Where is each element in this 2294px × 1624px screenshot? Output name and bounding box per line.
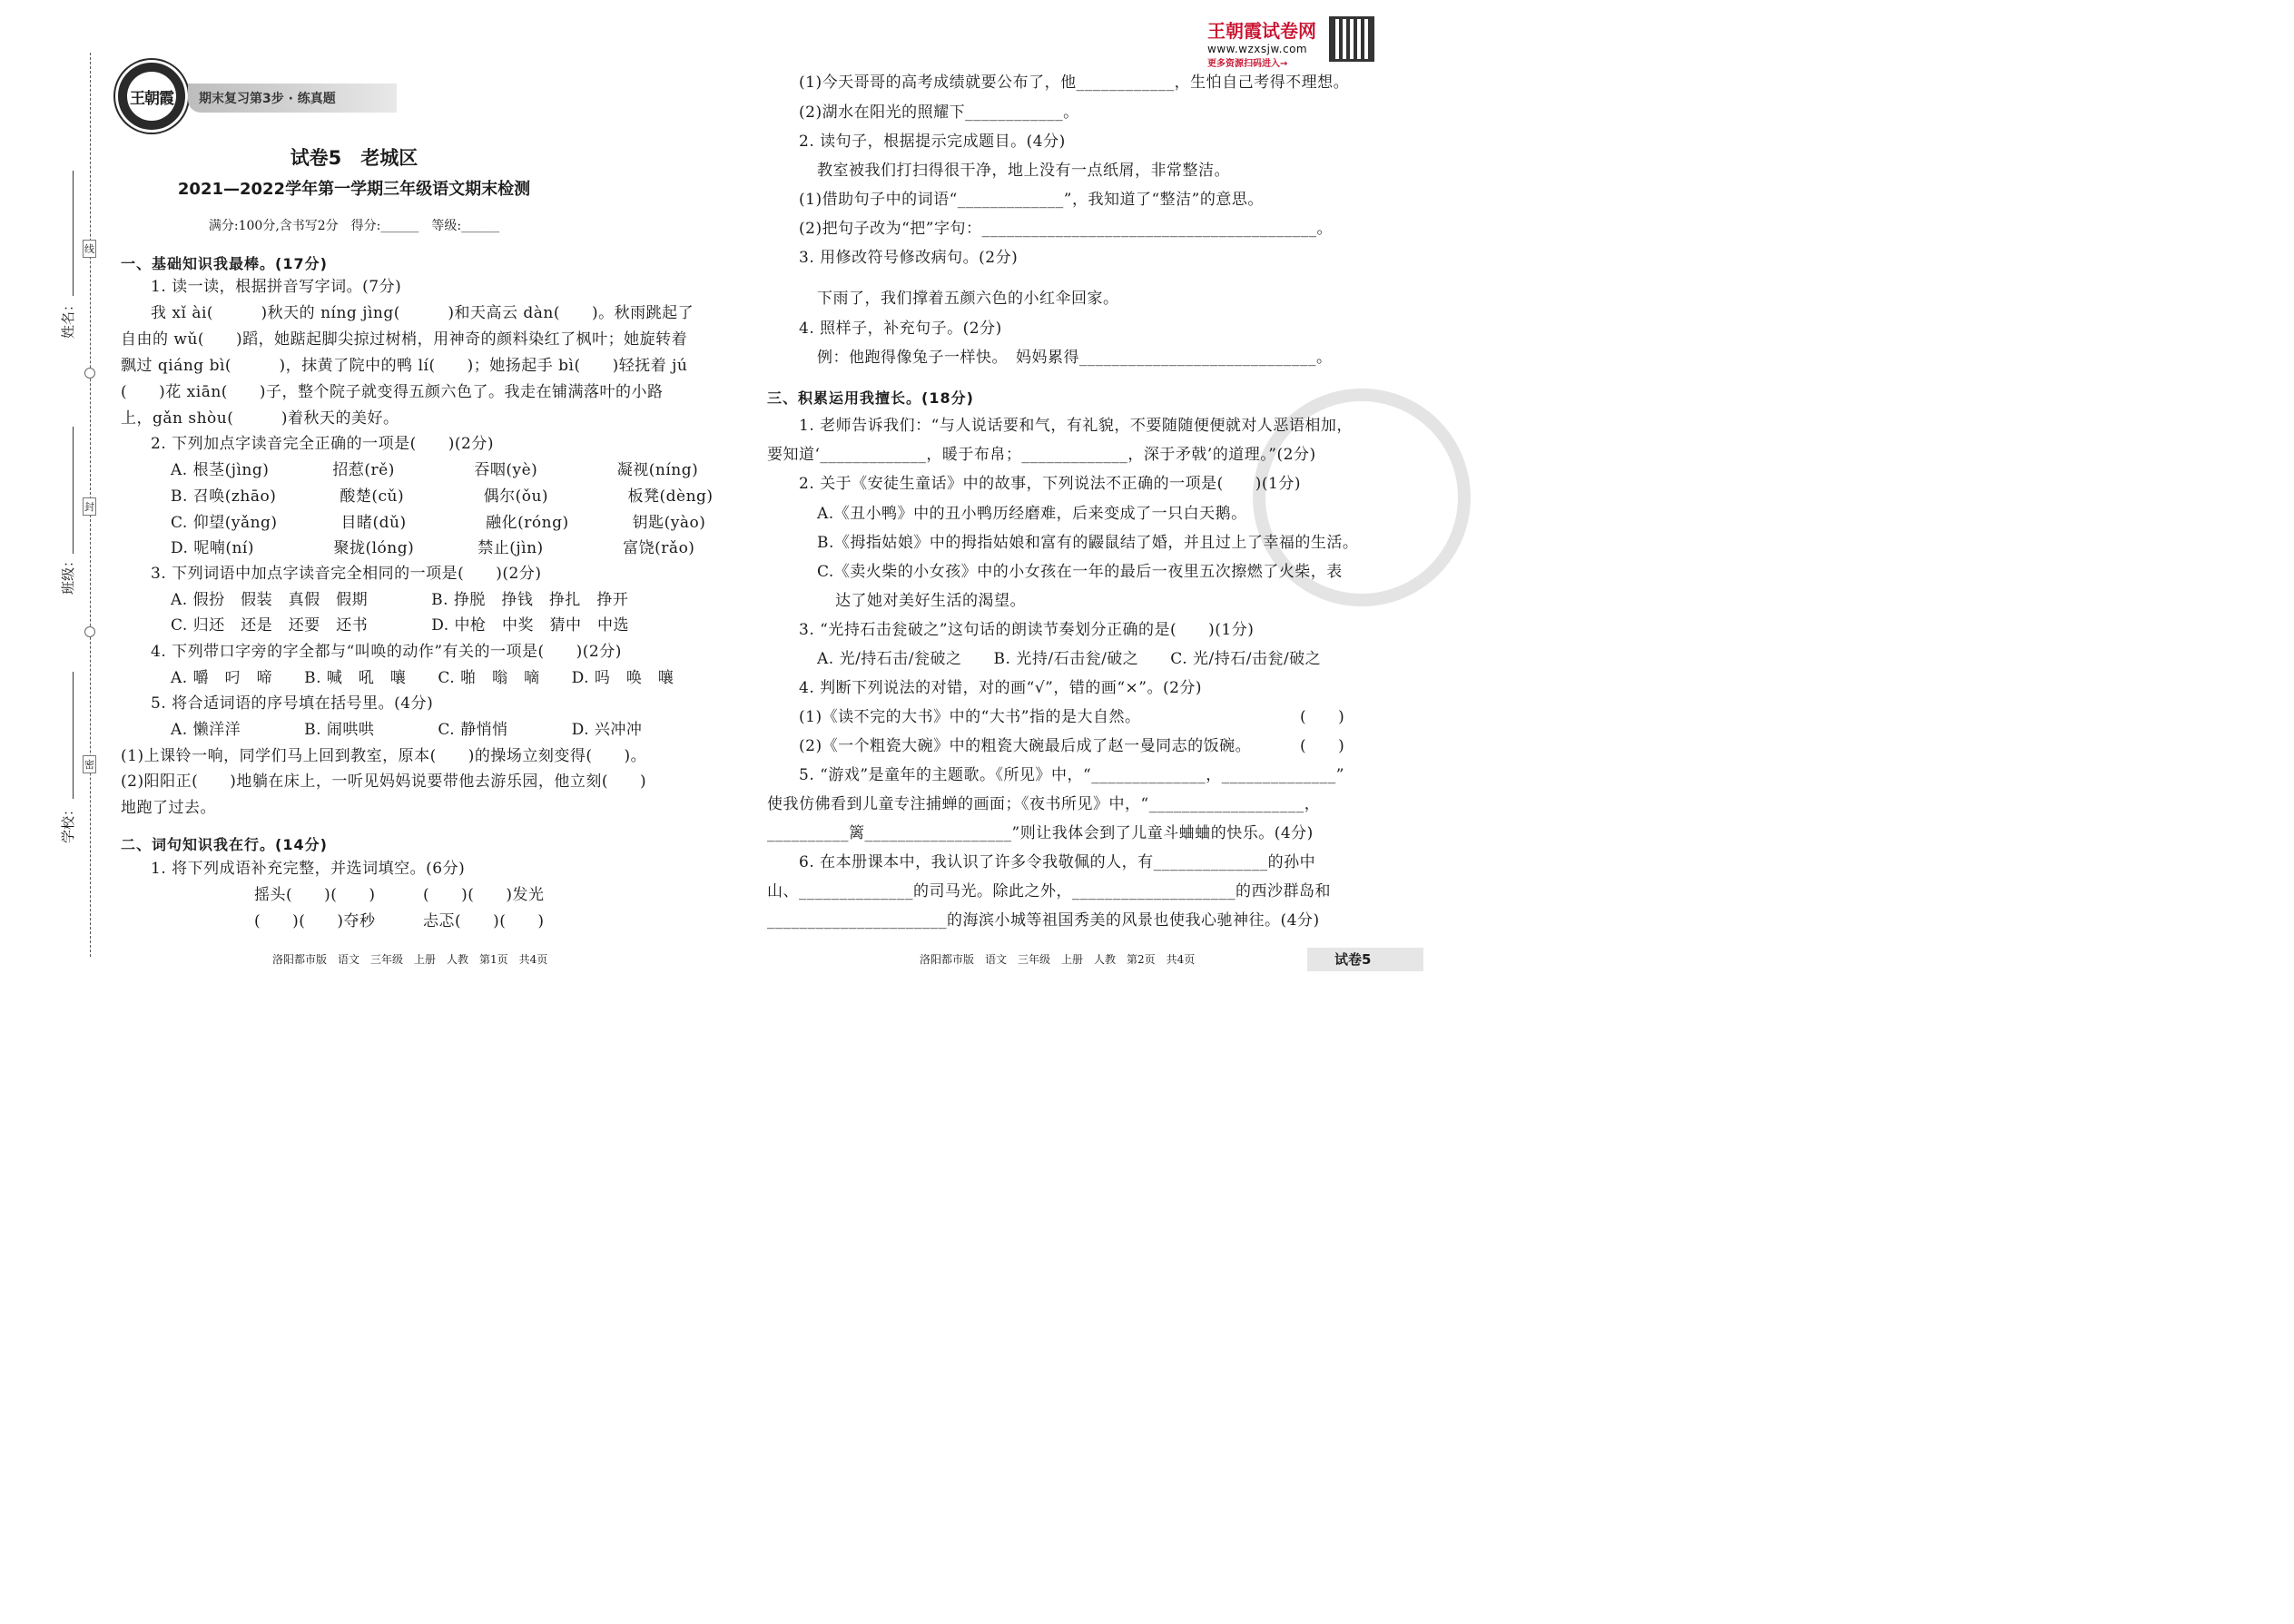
question-line: (1)上课铃一响，同学们马上回到教室，原本( )的操场立刻变得( )。 [121, 747, 647, 765]
question-line: (2)把句子改为“把”字句：_________________________________________。 [799, 220, 1333, 238]
brand-block [1207, 16, 1316, 69]
school-underline [73, 672, 74, 799]
question-line: 我 xǐ ài( )秋天的 níng jìng( )和天高云 dàn( )。秋雨跳起了 [151, 304, 694, 322]
footer-left: 洛阳都市版 语文 三年级 上册 人教 第1页 共4页 [272, 953, 548, 966]
question-line: 3. 用修改符号修改病句。(2分) [799, 249, 1019, 267]
question-line: __________篱__________________”则让我体会到了儿童斗蛐蛐的快乐。(4分) [767, 824, 1314, 842]
brand-url[interactable]: www.wzxsjw.com [1207, 43, 1308, 55]
question-line: 自由的 wǔ( )蹈，她踮起脚尖掠过树梢，用神奇的颜料染红了枫叶；她旋转着 [121, 330, 688, 349]
question-line: 6. 在本册课本中，我认识了许多令我敬佩的人，有______________的孙中 [799, 853, 1316, 871]
question-line: 3. 下列词语中加点字读音完全相同的一项是( )(2分) [151, 565, 542, 583]
question-line: C. 仰望(yǎng) 目睹(dǔ) 融化(róng) 钥匙(yào) [171, 514, 706, 532]
question-line: B. 召唤(zhāo) 酸楚(cǔ) 偶尔(ǒu) 板凳(dèng) [171, 487, 714, 506]
question-line: 2. 读句子，根据提示完成题目。(4分) [799, 133, 1066, 151]
question-line: 下雨了，我们撑着五颜六色的小红伞回家。 [817, 290, 1119, 308]
class-label: 班级： [60, 553, 77, 595]
score-line: 满分:100分,含书写2分 得分:______ 等级:______ [208, 219, 500, 233]
question-line: (2)阳阳正( )地躺在床上，一听见妈妈说要带他去游乐园，他立刻( ) [121, 773, 647, 791]
question-line: ( )( )夺秒 忐忑( )( ) [254, 912, 545, 930]
question-line: A. 光/持石击/瓮破之 B. 光持/石击瓮/破之 C. 光/持石/击瓮/破之 [817, 650, 1322, 668]
question-line: A. 懒洋洋 B. 闹哄哄 C. 静悄悄 D. 兴冲冲 [171, 721, 643, 739]
question-line: 2. 关于《安徒生童话》中的故事，下列说法不正确的一项是( )(1分) [799, 475, 1301, 493]
question-line: 例：他跑得像兔子一样快。 妈妈累得_____________________________。 [817, 349, 1333, 367]
question-line: 达了她对美好生活的渴望。 [835, 592, 1026, 610]
question-line: 教室被我们打扫得很干净，地上没有一点纸屑，非常整洁。 [817, 162, 1230, 180]
question-line: 要知道‘_____________，暖于布帛；_____________，深于矛戟’的道理。”(2分) [767, 446, 1316, 464]
question-line: 1. 将下列成语补充完整，并选词填空。(6分) [151, 860, 466, 878]
question-line: A. 嚼 叼 啼 B. 喊 吼 嚷 C. 啪 嗡 嘀 D. 吗 唤 嚷 [171, 669, 674, 687]
question-line: 5. “游戏”是童年的主题歌。《所见》中，“______________，______________” [799, 766, 1344, 784]
logo-text: 王朝霞 [127, 72, 176, 121]
question-line: ( )花 xiān( )子，整个院子就变得五颜六色了。我走在铺满落叶的小路 [121, 383, 664, 401]
question-line: 3. “光持石击瓮破之”这句话的朗读节奏划分正确的是( )(1分) [799, 621, 1255, 639]
question-line: 上，gǎn shòu( )着秋天的美好。 [121, 409, 399, 428]
question-line: 飘过 qiáng bì( )，抹黄了院中的鸭 lí( )；她扬起手 bì( )轻抚着 jú [121, 357, 688, 375]
brand-name: 王朝霞试卷网 [1207, 20, 1316, 42]
question-line: (2)湖水在阳光的照耀下____________。 [799, 103, 1079, 122]
question-line: 山、______________的司马光。除此之外，____________________的西沙群岛和 [767, 882, 1331, 901]
seal-dot [84, 368, 95, 379]
question-line: D. 呢喃(ní) 聚拢(lóng) 禁止(jìn) 富饶(rǎo) [171, 539, 695, 557]
question-line: (1)《读不完的大书》中的“大书”指的是大自然。 [799, 708, 1141, 726]
question-line: 4. 判断下列说法的对错，对的画“√”，错的画“×”。(2分) [799, 679, 1203, 697]
question-line: 使我仿佛看到儿童专注捕蝉的画面；《夜书所见》中，“___________________， [767, 795, 1321, 813]
question-line: (1)借助句子中的词语“_____________”，我知道了“整洁”的意思。 [799, 191, 1264, 209]
question-line: 4. 照样子，补充句子。(2分) [799, 320, 1002, 338]
qr-code-icon[interactable] [1329, 16, 1374, 62]
footer-right: 洛阳都市版 语文 三年级 上册 人教 第2页 共4页 [920, 953, 1196, 966]
question-line: C. 归还 还是 还要 还书 D. 中枪 中奖 猜中 中选 [171, 616, 630, 635]
section-heading: 三、积累运用我擅长。(18分) [767, 389, 974, 407]
question-line: 1. 读一读，根据拼音写字词。(7分) [151, 278, 402, 296]
section-heading: 二、词句知识我在行。(14分) [121, 836, 328, 853]
question-line: 2. 下列加点字读音完全正确的一项是( )(2分) [151, 435, 494, 453]
seal-mark-secret: 密 [83, 755, 96, 773]
question-line: C.《卖火柴的小女孩》中的小女孩在一年的最后一夜里五次擦燃了火柴，表 [817, 563, 1343, 581]
question-line: (1)今天哥哥的高考成绩就要公布了，他____________，生怕自己考得不理想。 [799, 74, 1350, 92]
brand-logo [115, 60, 188, 133]
section-heading: 一、基础知识我最棒。(17分) [121, 255, 328, 272]
review-step-banner: 期末复习第3步 · 练真题 [188, 84, 397, 113]
exam-title: 2021—2022学年第一学期三年级语文期末检测 [177, 180, 531, 199]
seal-mark-line: 线 [83, 240, 96, 258]
paper-badge-label: 试卷5 [1334, 951, 1372, 968]
question-line: B.《拇指姑娘》中的拇指姑娘和富有的鼹鼠结了婚，并且过上了幸福的生活。 [817, 534, 1359, 552]
brand-slogan: 更多资源扫码进入→ [1207, 59, 1288, 69]
judge-bracket-2[interactable]: ( ) [1300, 737, 1345, 755]
question-line: A. 根茎(jìng) 招惹(rě) 吞咽(yè) 凝视(níng) [171, 461, 699, 479]
question-line: 1. 老师告诉我们：“与人说话要和气，有礼貌，不要随随便便就对人恶语相加， [799, 417, 1353, 435]
class-underline [73, 427, 74, 554]
question-line: 地跑了过去。 [121, 799, 216, 817]
question-line: ______________________的海滨小城等祖国秀美的风景也使我心驰神往。(4分) [767, 911, 1320, 930]
paper-title: 试卷5 老城区 [290, 147, 418, 169]
seal-dot [84, 626, 95, 637]
question-line: A. 假扮 假装 真假 假期 B. 挣脱 挣钱 挣扎 挣开 [171, 591, 629, 609]
school-label: 学校： [60, 802, 77, 844]
question-line: 4. 下列带口字旁的字全都与“叫唤的动作”有关的一项是( )(2分) [151, 643, 622, 661]
question-line: 5. 将合适词语的序号填在括号里。(4分) [151, 694, 434, 713]
question-line: A.《丑小鸭》中的丑小鸭历经磨难，后来变成了一只白天鹅。 [817, 505, 1247, 523]
judge-bracket-1[interactable]: ( ) [1300, 708, 1345, 726]
name-label: 姓名： [60, 297, 77, 340]
seal-mark-seal: 封 [83, 497, 96, 516]
question-line: 摇头( )( ) ( )( )发光 [254, 886, 545, 904]
paper-badge [1307, 948, 1423, 971]
question-line: (2)《一个粗瓷大碗》中的粗瓷大碗最后成了赵一曼同志的饭碗。 [799, 737, 1252, 755]
